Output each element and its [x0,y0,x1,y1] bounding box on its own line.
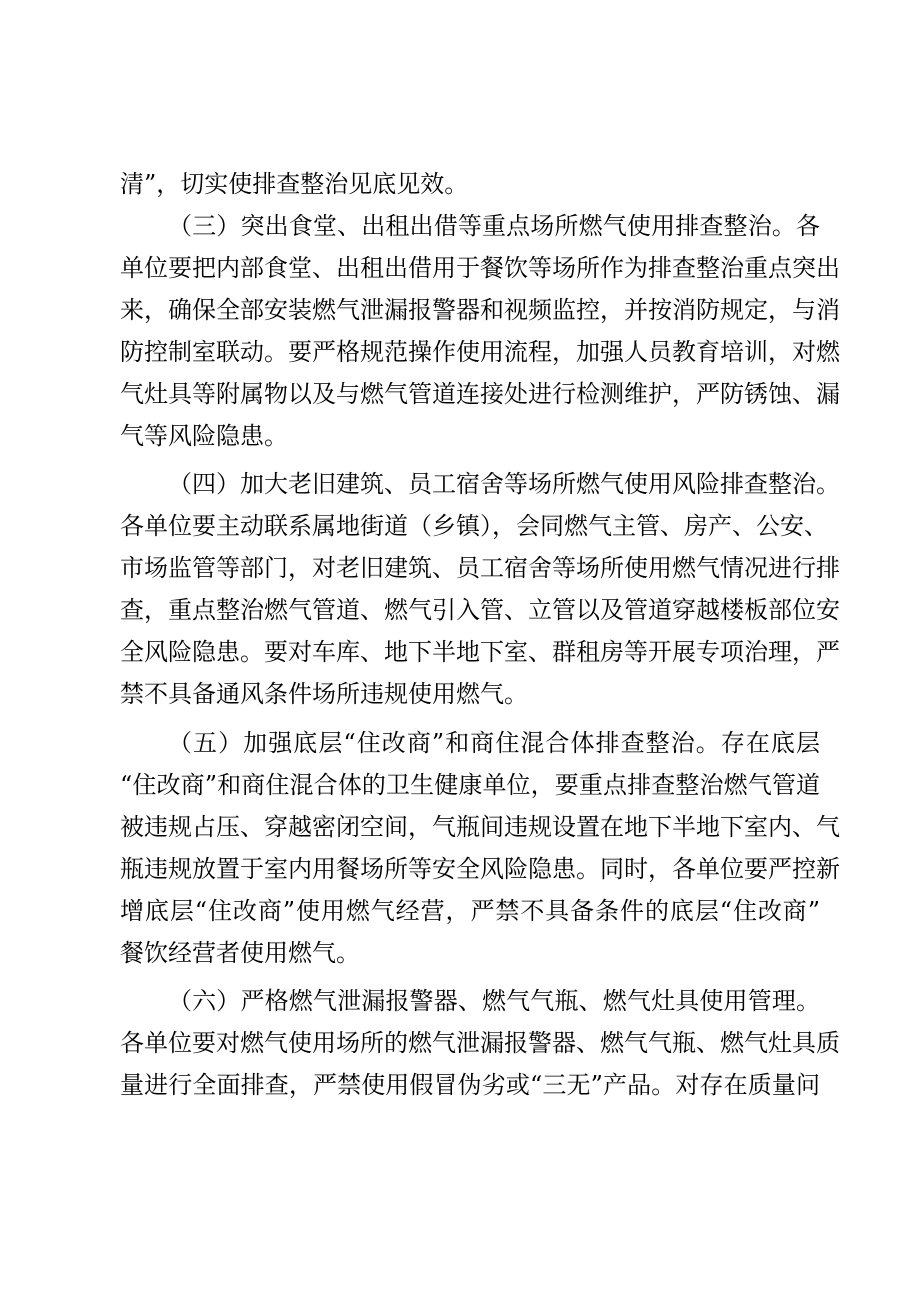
paragraph-line: 量进行全面排查，严禁使用假冒伪劣或“三无”产品。对存在质量问 [120,1071,820,1099]
paragraph-line: 单位要把内部食堂、出租出借用于餐饮等场所作为排查整治重点突出 [120,254,840,282]
paragraph-line: 增底层“住改商”使用燃气经营，严禁不具备条件的底层“住改商” [120,897,820,925]
heading-line-section-5: （五）加强底层“住改商”和商住混合体排查整治。存在底层 [168,729,820,757]
paragraph-line: 全风险隐患。要对车库、地下半地下室、群租房等开展专项治理，严 [120,638,840,666]
paragraph-line: 餐饮经营者使用燃气。 [120,939,360,967]
heading-line-section-4: （四）加大老旧建筑、员工宿舍等场所燃气使用风险排查整治。 [168,470,840,498]
paragraph-line: 市场监管等部门，对老旧建筑、员工宿舍等场所使用燃气情况进行排 [120,554,840,582]
paragraph-line: “住改商”和商住混合体的卫生健康单位，要重点排查整治燃气管道 [120,771,820,799]
paragraph-line: 禁不具备通风条件场所违规使用燃气。 [120,680,528,708]
heading-line-section-3: （三）突出食堂、出租出借等重点场所燃气使用排查整治。各 [168,212,820,240]
paragraph-line: 清”，切实使排查整治见底见效。 [120,170,469,198]
paragraph-line: 各单位要对燃气使用场所的燃气泄漏报警器、燃气气瓶、燃气灶具质 [120,1029,840,1057]
paragraph-line: 瓶违规放置于室内用餐场所等安全风险隐患。同时，各单位要严控新 [120,855,840,883]
heading-line-section-6: （六）严格燃气泄漏报警器、燃气气瓶、燃气灶具使用管理。 [168,987,820,1015]
paragraph-line: 来，确保全部安装燃气泄漏报警器和视频监控，并按消防规定，与消 [120,296,840,324]
paragraph-line: 气灶具等附属物以及与燃气管道连接处进行检测维护，严防锈蚀、漏 [120,380,840,408]
paragraph-line: 气等风险隐患。 [120,422,288,450]
paragraph-line: 防控制室联动。要严格规范操作使用流程，加强人员教育培训，对燃 [120,338,840,366]
paragraph-line: 查，重点整治燃气管道、燃气引入管、立管以及管道穿越楼板部位安 [120,596,840,624]
paragraph-line: 各单位要主动联系属地街道（乡镇），会同燃气主管、房产、公安、 [120,512,828,540]
paragraph-line: 被违规占压、穿越密闭空间，气瓶间违规设置在地下半地下室内、气 [120,813,840,841]
